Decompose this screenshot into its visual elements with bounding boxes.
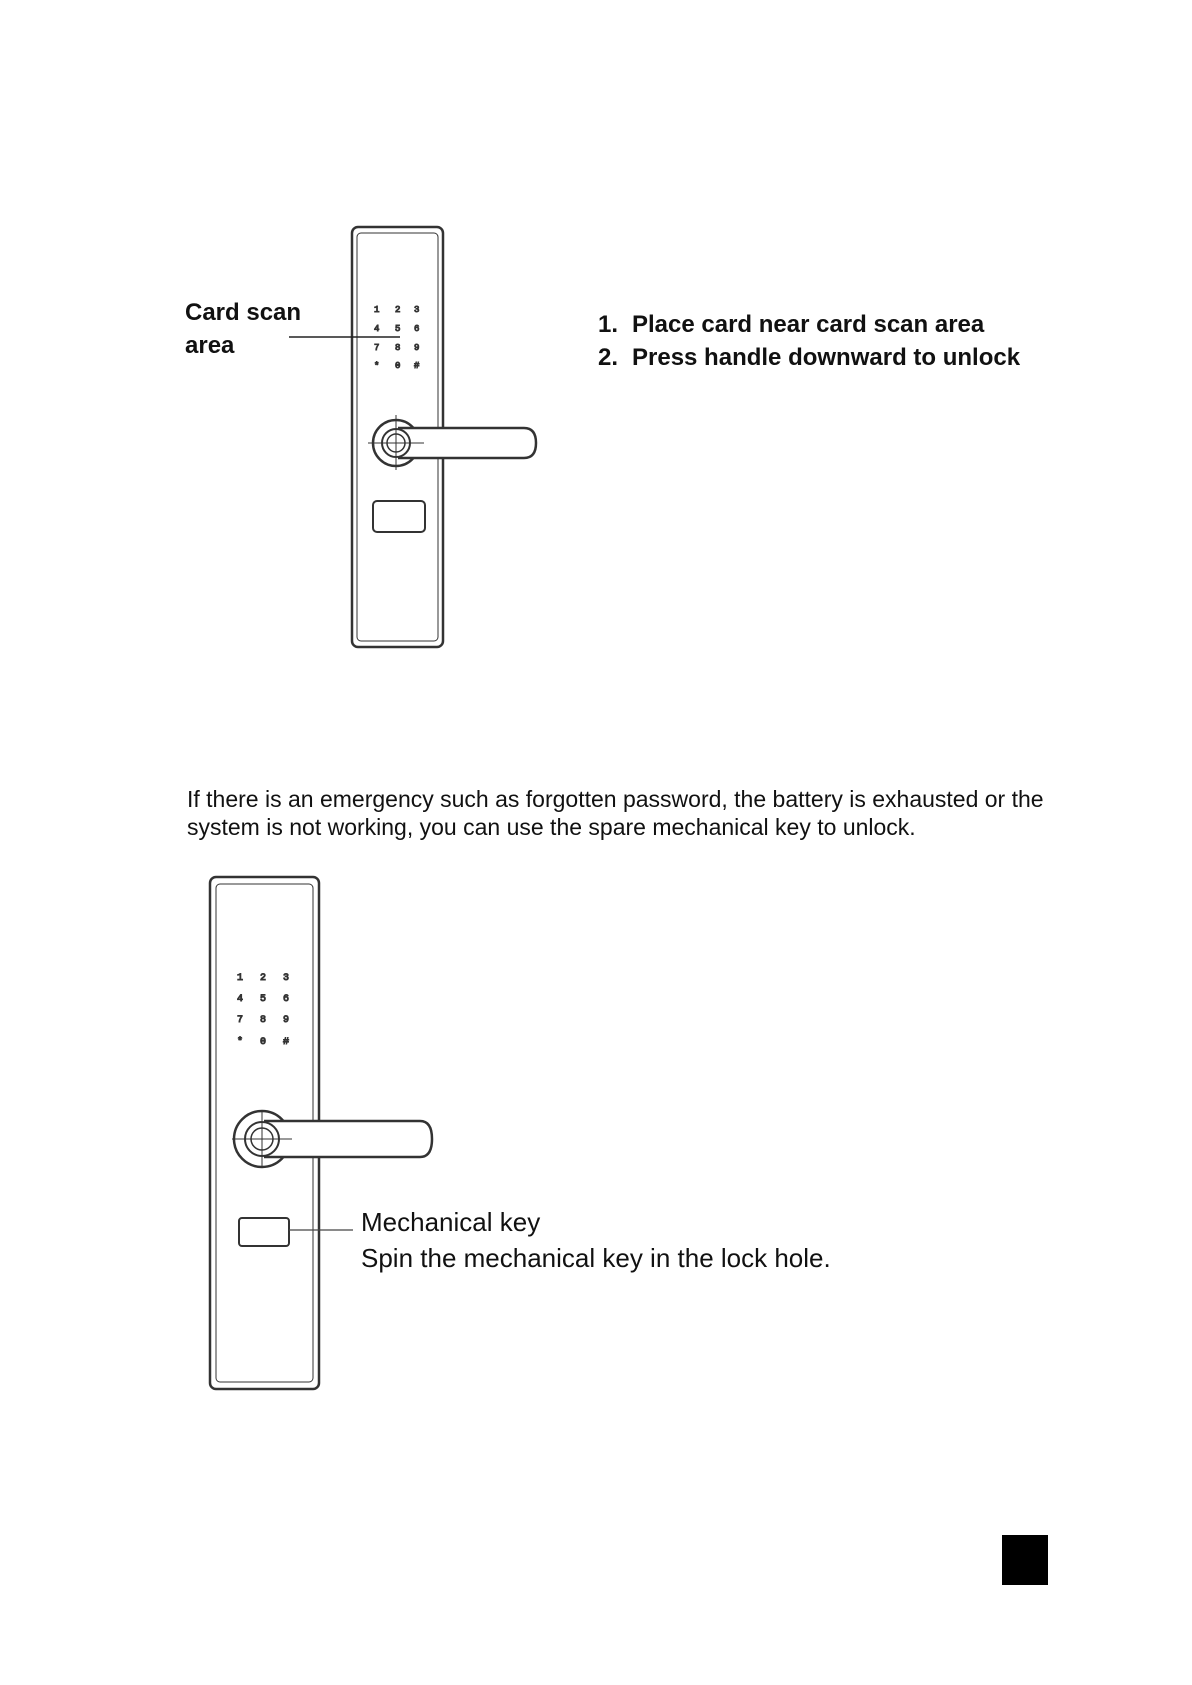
mechanical-key-description: Spin the mechanical key in the lock hole.: [361, 1243, 831, 1273]
page-marker: [1002, 1535, 1048, 1585]
keypad-key: 6: [283, 994, 290, 1005]
step-number: 2.: [598, 344, 619, 371]
keypad-key: 7: [237, 1015, 244, 1026]
keypad-1: [374, 305, 420, 371]
keypad-key: 5: [395, 324, 401, 334]
keypad-key: 1: [374, 305, 380, 315]
mechanical-key-label: Mechanical key: [361, 1207, 541, 1237]
keypad-2: [237, 973, 289, 1048]
keypad-key: *: [237, 1037, 244, 1048]
door-lock-diagram-1: [289, 227, 536, 647]
keypad-key: 4: [237, 994, 244, 1005]
step-text: Place card near card scan area: [632, 311, 985, 338]
keypad-key: 5: [260, 994, 267, 1005]
keypad-key: 6: [414, 324, 420, 334]
handle-1: [368, 415, 536, 470]
keypad-key: 0: [260, 1037, 267, 1048]
keypad-key: 0: [395, 361, 401, 371]
keypad-key: 3: [414, 305, 420, 315]
keypad-key: 8: [395, 343, 401, 353]
keypad-key: 9: [414, 343, 420, 353]
card-reader-slot: [373, 501, 425, 532]
keypad-key: #: [283, 1037, 290, 1048]
keypad-key: 4: [374, 324, 380, 334]
keypad-key: #: [414, 361, 420, 371]
handle-2: [232, 1110, 432, 1168]
lock-hole: [239, 1218, 289, 1246]
keypad-key: 1: [237, 973, 244, 984]
keypad-key: 7: [374, 343, 380, 353]
keypad-key: 2: [260, 973, 267, 984]
emergency-paragraph: If there is an emergency such as forgotten password, the battery is exhausted or the system is not working, you can use the spare mechanical key to unlock.: [187, 786, 1044, 840]
step-text: Press handle downward to unlock: [632, 344, 1021, 371]
keypad-key: 9: [283, 1015, 290, 1026]
keypad-key: *: [374, 361, 380, 371]
step-number: 1.: [598, 311, 619, 338]
card-scan-label: Card scan area: [185, 299, 302, 359]
keypad-key: 2: [395, 305, 401, 315]
door-lock-diagram-2: [210, 877, 432, 1389]
keypad-key: 8: [260, 1015, 267, 1026]
keypad-key: 3: [283, 973, 290, 984]
